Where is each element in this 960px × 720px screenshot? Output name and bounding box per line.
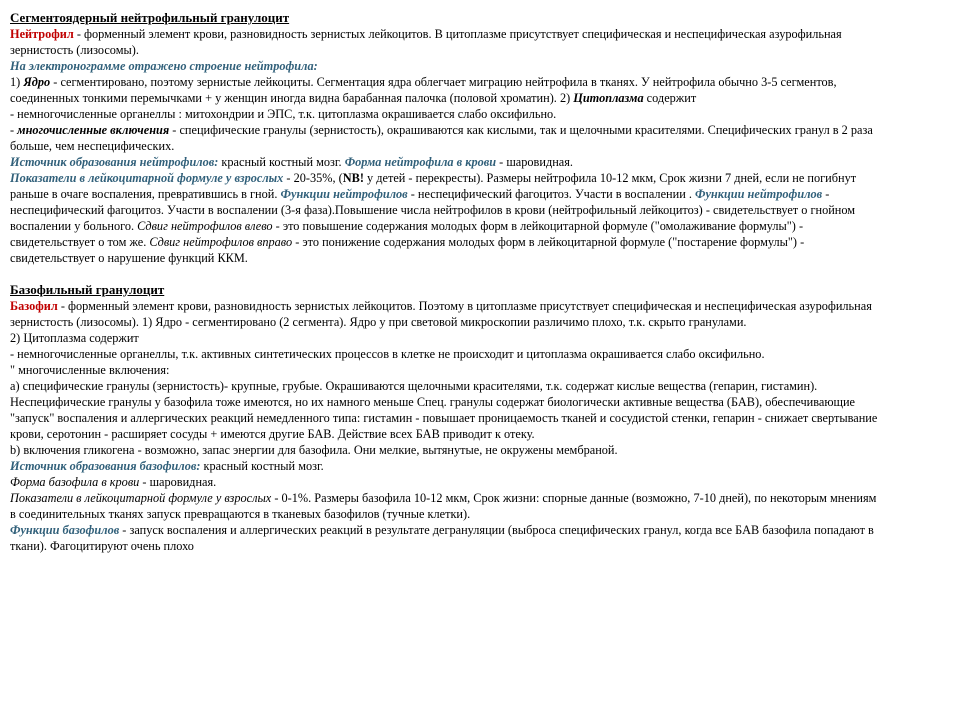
text-fragment: 1) xyxy=(10,75,24,89)
text-fragment: раньше в очаге воспаления, превратившись в гной. xyxy=(10,187,281,201)
text-fragment: - шаровидная. xyxy=(496,155,573,169)
inclusions-term: многочисленные включения xyxy=(17,123,170,137)
section-spacer xyxy=(10,266,950,282)
basophil-line-13 xyxy=(10,490,950,506)
text-fragment: свидетельствует о том же. xyxy=(10,235,150,249)
text-fragment: - специфические гранулы (зернистость), окрашиваются как кислыми, так и щелочными красителями. Специфических гранул в 2 раза xyxy=(169,123,873,137)
shape-heading: Форма нейтрофила в крови xyxy=(344,155,497,169)
neutrophil-line-1 xyxy=(10,26,950,42)
basophil-line-15 xyxy=(10,522,950,538)
text-fragment: воспалении у больного. xyxy=(10,219,138,233)
neutrophil-line-2: зернистость (лизосомы). xyxy=(10,43,139,57)
left-shift-term: Сдвиг нейтрофилов влево xyxy=(137,219,273,233)
text-fragment: - xyxy=(10,123,18,137)
nb-mark: NB! xyxy=(342,171,364,185)
basophil-line-1 xyxy=(10,298,950,314)
text-fragment: - это повышение содержания молодых форм в лейкоцитарной формуле ("омолаживание формулы") - xyxy=(272,219,804,233)
neutrophil-term: Нейтрофил xyxy=(10,27,74,41)
neutrophil-line-4 xyxy=(10,74,950,90)
basophil-line-4: - немногочисленные органеллы, т.к. активных синтетических процессов в клетке не происходит и цитоплазма окрашивается слабо оксифильно. xyxy=(10,347,765,361)
text-fragment: - 20-35%, ( xyxy=(283,171,343,185)
text-fragment: красный костный мозг. xyxy=(200,459,324,473)
basophil-formula-term: Показатели в лейкоцитарной формуле у взрослых xyxy=(10,491,272,505)
cytoplasm-term: Цитоплазма xyxy=(573,91,644,105)
neutrophil-line-8: больше, чем неспецифических. xyxy=(10,139,175,153)
text-fragment: - сегментировано, поэтому зернистые лейкоциты. Сегментация ядра облегчает миграцию нейтрофила в тканях. У нейтрофила обычно 3-5 сегментов, xyxy=(50,75,837,89)
neutrophil-line-11 xyxy=(10,186,950,202)
neutrophil-line-13 xyxy=(10,218,950,234)
basophil-line-16: ткани). Фагоцитируют очень плохо xyxy=(10,539,194,553)
basophil-line-12 xyxy=(10,474,950,490)
basophil-source-heading: Источник образования базофилов: xyxy=(10,459,201,473)
text-fragment: соединенных тонкими перемычками + у женщин иногда видна барабанная палочка (половой хроматин). 2) xyxy=(10,91,574,105)
basophil-line-2: зернистость (лизосомы). 1) Ядро - сегментировано (2 сегмента). Ядро у при световой микроскопии различимо плохо, т.к. скрыто гранулами. xyxy=(10,315,747,329)
neutrophil-title: Сегментоядерный нейтрофильный гранулоцит xyxy=(10,10,290,25)
basophil-line-10: b) включения гликогена - возможно, запас энергии для базофила. Они мелкие, вытянутые, не окружены мембраной. xyxy=(10,443,618,457)
neutrophil-line-1-text: - форменный элемент крови, разновидность зернистых лейкоцитов. В цитоплазме присутствует специфическая и неспецифическая азурофильная xyxy=(73,27,842,41)
neutrophil-line-7 xyxy=(10,122,950,138)
basophil-term: Базофил xyxy=(10,299,58,313)
source-heading: Источник образования нейтрофилов: xyxy=(10,155,219,169)
neutrophil-line-5 xyxy=(10,90,950,106)
basophil-line-3: 2) Цитоплазма содержит xyxy=(10,331,139,345)
text-fragment: - неспецифический фагоцитоз. Участи в воспалении . xyxy=(407,187,695,201)
basophil-line-1-text: - форменный элемент крови, разновидность зернистых лейкоцитов. Поэтому в цитоплазме присутствует специфическая и неспецифическая азурофильная xyxy=(57,299,872,313)
basophil-line-9: крови, серотонин - расширяет сосуды + имеются другие БАВ. Действие всех БАВ приводит к отеку. xyxy=(10,427,535,441)
functions-heading-2: Функции нейтрофилов xyxy=(695,187,823,201)
basophil-line-8: "запуск" воспаления и аллергических реакций немедленного типа: гистамин - повышает проницаемость тканей и сосудистой стенки, гепарин - снижает свертывание xyxy=(10,411,878,425)
text-fragment: - это понижение содержания молодых форм в лейкоцитарной формуле ("постарение формулы") - xyxy=(292,235,805,249)
neutrophil-line-12: неспецифический фагоцитоз. Участи в воспалении (3-я фаза).Повышение числа нейтрофилов в крови (нейтрофильный лейкоцитоз) - свидетельствует о гнойном xyxy=(10,203,856,217)
neutrophil-line-10 xyxy=(10,170,950,186)
basophil-line-5: " многочисленные включения: xyxy=(10,363,170,377)
basophil-functions-heading: Функции базофилов xyxy=(10,523,120,537)
text-fragment: - запуск воспаления и аллергических реакций в результате дегрануляции (выброса специфических гранул, когда все БАВ базофила попадают в xyxy=(119,523,874,537)
text-fragment: - xyxy=(822,187,830,201)
basophil-line-7: Неспецифические гранулы у базофила тоже имеются, но их намного меньше Спец. гранулы содержат биологически активные вещества (БАВ), обеспечивающие xyxy=(10,395,856,409)
text-fragment: красный костный мозг. xyxy=(218,155,345,169)
text-fragment: содержит xyxy=(643,91,697,105)
basophil-line-14: в соединительных тканях запуск превращаются в тканевых базофилов (тучные клетки). xyxy=(10,507,471,521)
neutrophil-em-heading: На электронограмме отражено строение нейтрофила: xyxy=(10,59,318,73)
nucleus-term: Ядро xyxy=(23,75,51,89)
formula-heading: Показатели в лейкоцитарной формуле у взрослых xyxy=(10,171,284,185)
right-shift-term: Сдвиг нейтрофилов вправо xyxy=(149,235,293,249)
basophil-title: Базофильный гранулоцит xyxy=(10,282,165,297)
neutrophil-line-6: - немногочисленные органеллы : митохондрии и ЭПС, т.к. цитоплазма окрашивается слабо оксифильно. xyxy=(10,107,557,121)
text-fragment: - шаровидная. xyxy=(139,475,217,489)
basophil-shape-term: Форма базофила в крови xyxy=(10,475,140,489)
basophil-line-11 xyxy=(10,458,950,474)
text-fragment: - 0-1%. Размеры базофила 10-12 мкм, Срок жизни: спорные данные (возможно, 7-10 дней), по некоторым мнениям xyxy=(271,491,877,505)
functions-heading: Функции нейтрофилов xyxy=(280,187,408,201)
text-fragment: у детей - перекресты). Размеры нейтрофила 10-12 мкм, Срок жизни 7 дней, если не погибнут xyxy=(363,171,857,185)
neutrophil-line-14 xyxy=(10,234,950,250)
neutrophil-line-15: свидетельствует о нарушение функций ККМ. xyxy=(10,251,248,265)
neutrophil-line-9 xyxy=(10,154,950,170)
basophil-line-6: а) специфические гранулы (зернистость)- крупные, грубые. Окрашиваются щелочными красителями, т.к. содержат кислые вещества (гепарин, гистамин). xyxy=(10,379,818,393)
document-page xyxy=(10,10,950,554)
